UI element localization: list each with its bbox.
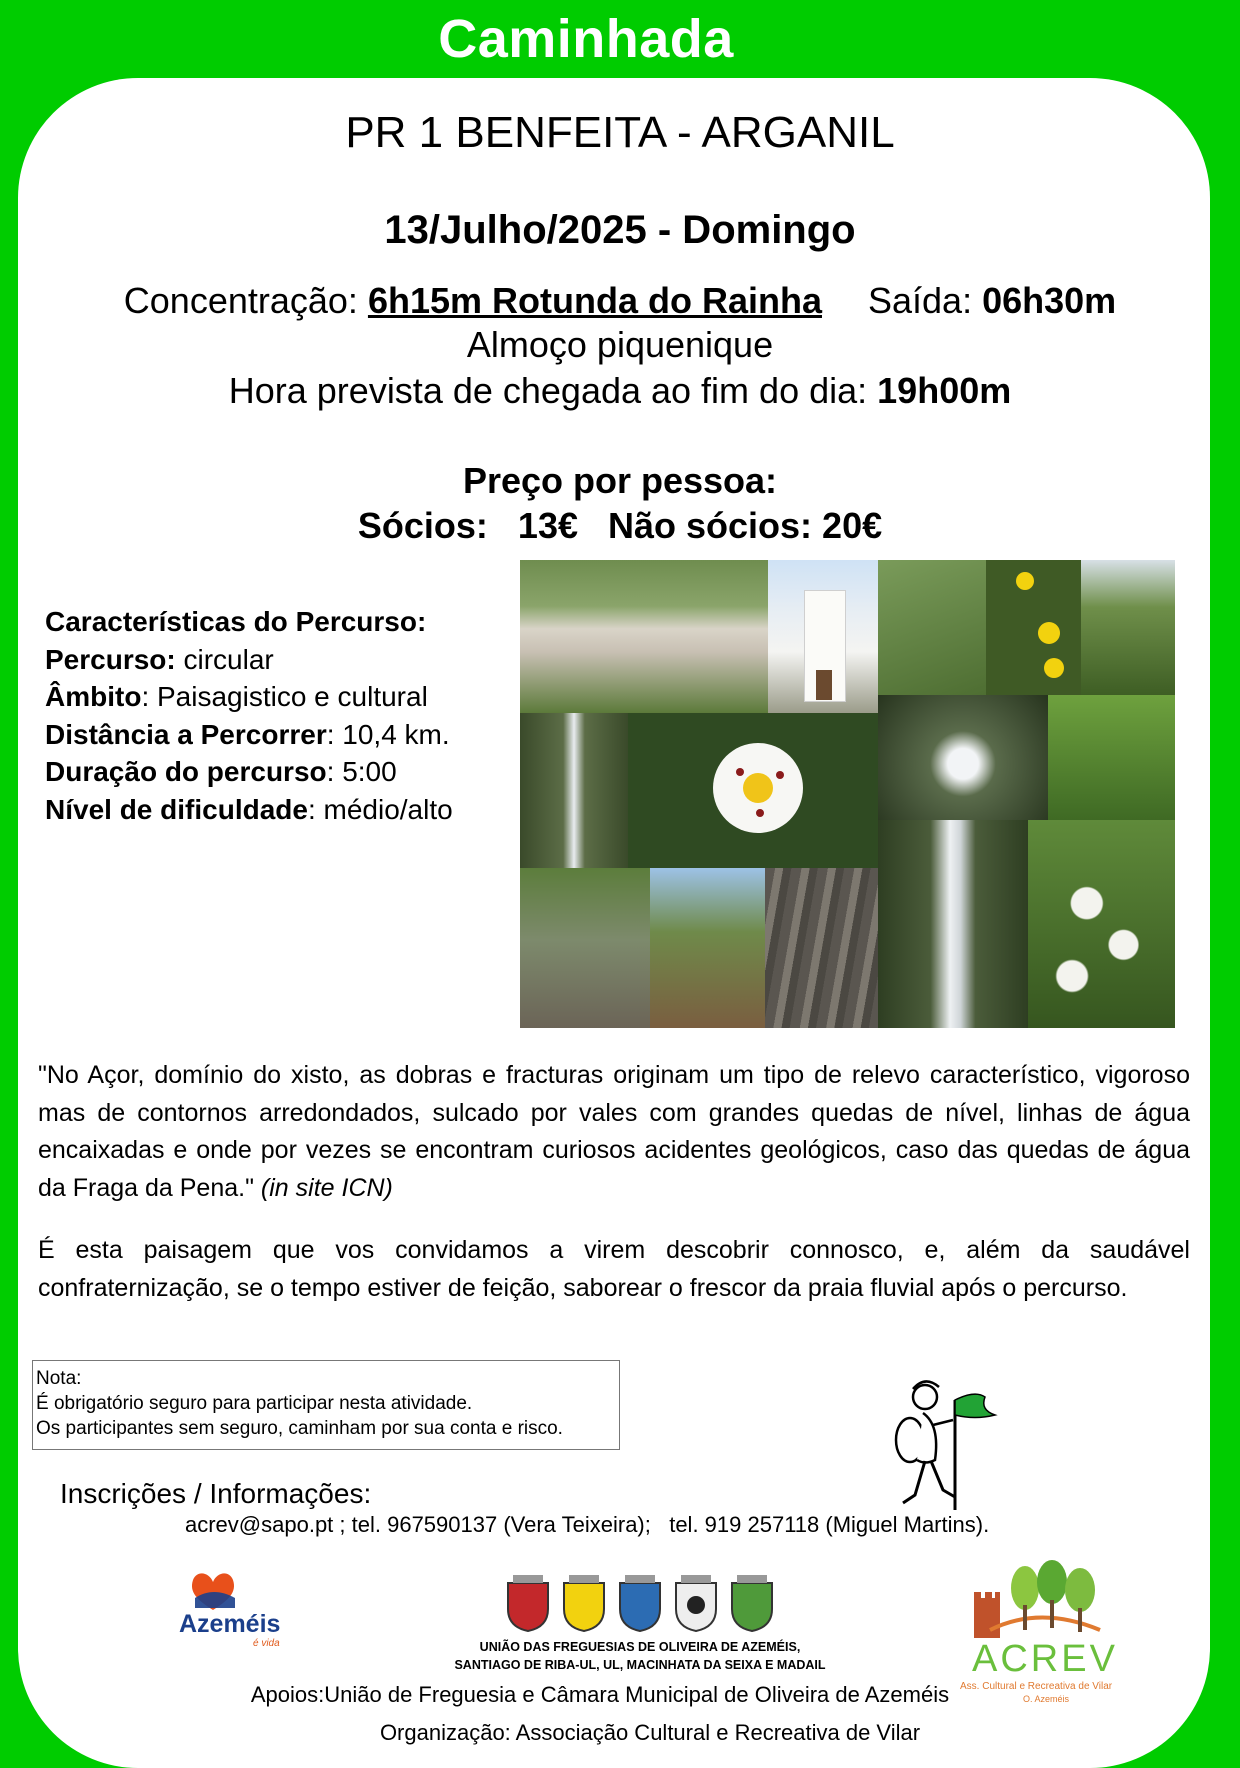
photo-yellow-flowers xyxy=(986,560,1081,695)
crest-icon xyxy=(729,1575,775,1633)
registration-contacts[interactable]: acrev@sapo.pt ; tel. 967590137 (Vera Teixeira); tel. 919 257118 (Miguel Martins). xyxy=(185,1512,990,1537)
header-title: Caminhada xyxy=(438,9,734,69)
crest-icon xyxy=(561,1575,607,1633)
azemeis-heart-icon xyxy=(187,1568,239,1613)
meeting-line xyxy=(0,280,1240,322)
acrev-location: O. Azeméis xyxy=(1023,1694,1070,1704)
support-line: Apoios:União de Freguesia e Câmara Municipal de Oliveira de Azeméis xyxy=(250,1682,950,1707)
arrival-line xyxy=(0,370,1240,412)
spec-item: Âmbito: Paisagistico e cultural xyxy=(45,681,428,712)
meeting-label: Concentração: xyxy=(123,280,358,321)
spec-item: Distância a Percorrer: 10,4 km. xyxy=(45,718,450,750)
note-line: Os participantes sem seguro, caminham por sua conta e risco. xyxy=(36,1418,563,1439)
insurance-note xyxy=(32,1360,620,1450)
union-freguesias-text: UNIÃO DAS FREGUESIAS DE OLIVEIRA DE AZEMÉIS, SANTIAGO DE RIBA-UL, UL, MACINHATA DA SEIXA E MADAIL xyxy=(454,1640,826,1672)
arrival-label: Hora prevista de chegada ao fim do dia: xyxy=(228,370,868,411)
quote-paragraph: "No Açor, domínio do xisto, as dobras e fracturas originam um tipo de relevo característico, vigoroso mas de contornos arredondados, sulcado por vales com grandes quedas de nível, linhas de água encaixadas e onde por vezes se encontram curiosos acidentes geológicos, caso das quedas de água da Fraga da Pena." (in site ICN) xyxy=(38,1061,1190,1202)
photo-rockrose-flower xyxy=(628,713,878,868)
note-title: Nota: xyxy=(36,1368,82,1389)
photo-waterfall-tall xyxy=(878,820,1028,1028)
acrev-logo xyxy=(950,1560,1130,1704)
photo-collage xyxy=(520,560,1175,1028)
photo-waterfall-small xyxy=(520,713,628,868)
event-date: 13/Julho/2025 - Domingo xyxy=(384,208,856,252)
lunch-info: Almoço piquenique xyxy=(466,324,774,365)
parish-crests xyxy=(505,1575,775,1637)
photo-schist-rock xyxy=(765,868,878,1028)
acrev-wordmark: ACREV xyxy=(972,1638,1118,1680)
azemeis-tagline: é vida xyxy=(253,1638,280,1649)
crest-icon xyxy=(673,1575,719,1633)
meeting-value: 6h15m Rotunda do Rainha xyxy=(367,280,822,321)
photo-village xyxy=(520,560,768,713)
quote-source: (in site ICN) xyxy=(260,1173,393,1202)
photo-trail xyxy=(650,868,765,1028)
acrev-trees-icon xyxy=(970,1560,1110,1645)
price-title: Preço por pessoa: xyxy=(462,460,778,501)
specs-title: Características do Percurso: xyxy=(45,606,427,637)
acrev-subtitle: Ass. Cultural e Recreativa de Vilar xyxy=(960,1681,1113,1692)
spec-item: Duração do percurso: 5:00 xyxy=(45,756,397,787)
price-line: Sócios: 13€ Não sócios: 20€ xyxy=(357,505,883,546)
invite-paragraph: É esta paisagem que vos convidamos a virem descobrir connosco, e, além da saudável confraternização, se o tempo estiver de feição, saborear o frescor da praia fluvial após o percurso. xyxy=(38,1236,1190,1302)
departure-value: 06h30m xyxy=(982,280,1117,321)
photo-goats xyxy=(878,560,986,695)
photo-chapel xyxy=(768,560,878,713)
registration-title: Inscrições / Informações: xyxy=(60,1478,372,1509)
route-specs xyxy=(45,603,525,828)
hiker-icon xyxy=(885,1375,1010,1515)
spec-item: Percurso: circular xyxy=(45,643,274,675)
photo-white-shrubs xyxy=(1028,820,1175,1028)
departure-label: Saída: xyxy=(868,280,973,321)
crest-icon xyxy=(617,1575,663,1633)
arrival-value: 19h00m xyxy=(877,370,1012,411)
photo-valley xyxy=(1081,560,1175,695)
azemeis-wordmark: Azeméis xyxy=(179,1610,281,1638)
photo-stone-house xyxy=(520,868,650,1028)
azemeis-logo xyxy=(175,1568,295,1648)
crest-icon xyxy=(505,1575,551,1633)
spec-item: Nível de dificuldade: médio/alto xyxy=(45,793,453,825)
organization-line: Organização: Associação Cultural e Recreativa de Vilar xyxy=(379,1720,921,1745)
photo-cascade xyxy=(878,695,1048,820)
route-title: PR 1 BENFEITA - ARGANIL xyxy=(345,108,895,157)
note-line: É obrigatório seguro para participar nesta atividade. xyxy=(36,1393,473,1414)
photo-stream xyxy=(1048,695,1175,820)
